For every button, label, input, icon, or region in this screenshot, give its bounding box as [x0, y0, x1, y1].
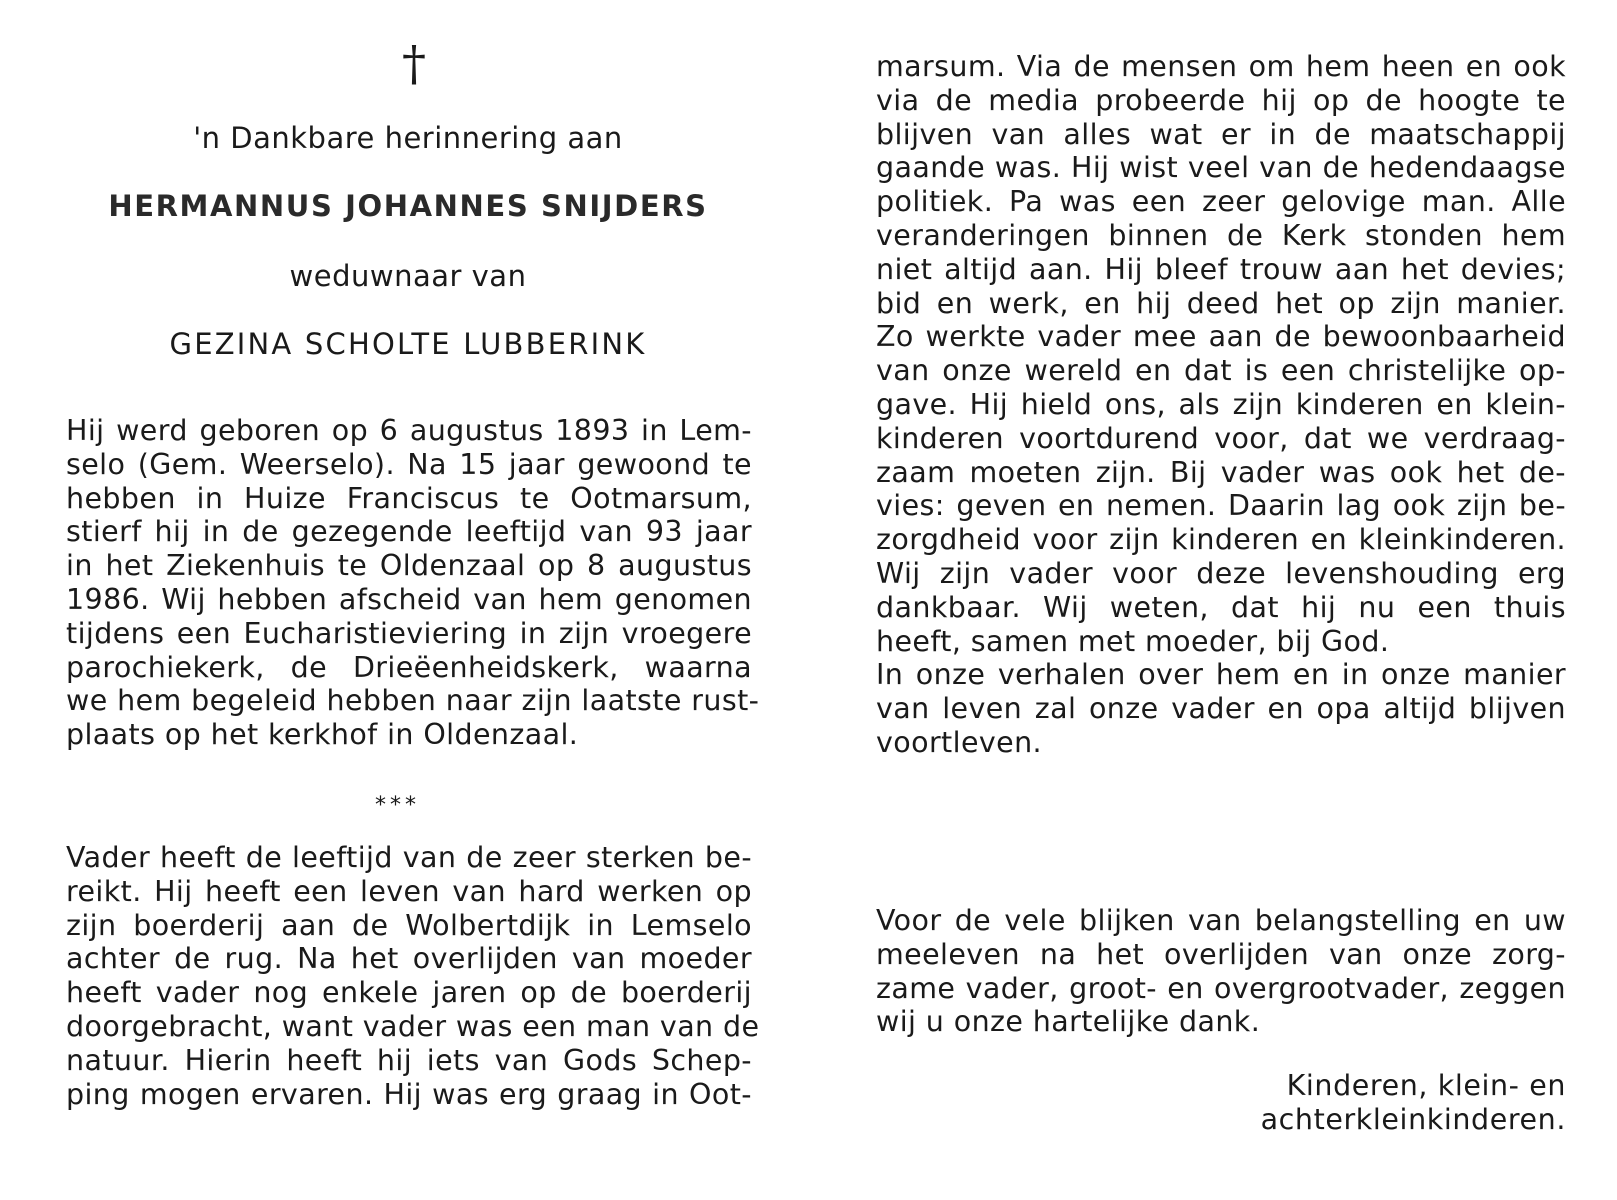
text-line: 1986. Wij hebben afscheid van hem genomen: [66, 582, 752, 616]
text-line: van leven zal onze vader en opa altijd blijven: [876, 692, 1566, 726]
text-line: Vader heeft de leeftijd van de zeer sterken be-: [66, 841, 752, 874]
cross-icon: †: [402, 36, 426, 92]
text-line: ping mogen ervaren. Hij was erg graag in Oot-: [66, 1077, 752, 1111]
text-line: politiek. Pa was een zeer gelovige man. Alle: [876, 185, 1566, 219]
text-line: Zo werkte vader mee aan de bewoonbaarheid: [876, 320, 1566, 354]
text-line: gave. Hij hield ons, als zijn kinderen en klein-: [876, 387, 1566, 421]
text-line: achter de rug. Na het overlijden van moeder: [66, 942, 752, 976]
signature-line: achterkleinkinderen.: [1260, 1103, 1566, 1136]
text-line: meeleven na het overlijden van onze zorg-: [876, 937, 1566, 971]
text-line: van onze wereld en dat is een christelijke op-: [876, 354, 1566, 388]
text-line: dankbaar. Wij weten, dat hij nu een thuis: [876, 590, 1566, 624]
text-line: heeft, samen met moeder, bij God.: [876, 624, 1390, 658]
text-line: doorgebracht, want vader was een man van de: [66, 1009, 760, 1043]
spouse-name: GEZINA SCHOLTE LUBBERINK: [169, 327, 647, 361]
text-line: natuur. Hierin heeft hij iets van Gods Schep-: [66, 1043, 752, 1077]
thanks-paragraph: [876, 904, 1566, 1039]
text-line: Hij werd geboren op 6 augustus 1893 in Lem-: [66, 414, 752, 447]
text-line: heeft vader nog enkele jaren op de boerderij: [66, 976, 752, 1010]
text-line: marsum. Via de mensen om hem heen en ook: [876, 50, 1566, 83]
relation-text: weduwnaar van: [289, 259, 527, 293]
text-line: selo (Gem. Weerselo). Na 15 jaar gewoond te: [66, 447, 752, 481]
signature-line: Kinderen, klein- en: [1286, 1069, 1566, 1102]
text-line: In onze verhalen over hem en in onze manier: [876, 658, 1566, 692]
text-line: zaam moeten zijn. Bij vader was ook het de-: [876, 455, 1566, 489]
text-line: via de media probeerde hij op de hoogte te: [876, 83, 1566, 117]
text-line: zijn boerderij aan de Wolbertdijk in Lemselo: [66, 908, 752, 942]
text-line: vies: geven en nemen. Daarin lag ook zijn be-: [876, 489, 1566, 523]
deceased-name: HERMANNUS JOHANNES SNIJDERS: [108, 189, 708, 223]
text-line: plaats op het kerkhof in Oldenzaal.: [66, 718, 579, 752]
text-line: kinderen voortdurend voor, dat we verdraag-: [876, 421, 1566, 455]
biography-paragraph: [66, 414, 760, 752]
text-line: bid en werk, en hij deed het op zijn manier.: [876, 286, 1566, 320]
text-line: niet altijd aan. Hij bleef trouw aan het devies;: [876, 252, 1566, 286]
text-line: Wij zijn vader voor deze levenshouding erg: [876, 556, 1566, 590]
signature-block: [1261, 1069, 1566, 1137]
text-line: wij u onze hartelijke dank.: [876, 1005, 1261, 1039]
life-paragraph: [66, 841, 760, 1111]
text-line: blijven van alles wat er in de maatschappij: [876, 117, 1566, 151]
section-separator: ***: [375, 793, 420, 818]
text-line: stierf hij in de gezegende leeftijd van 93 jaar: [66, 515, 752, 549]
text-line: tijdens een Eucharistieviering in zijn vroegere: [66, 616, 752, 650]
text-line: zame vader, groot- en overgrootvader, zeggen: [876, 971, 1566, 1005]
text-line: hebben in Huize Franciscus te Ootmarsum,: [66, 481, 752, 515]
text-line: we hem begeleid hebben naar zijn laatste rust-: [66, 684, 760, 718]
remembrance-paragraph: [876, 50, 1566, 760]
text-line: veranderingen binnen de Kerk stonden hem: [876, 218, 1566, 252]
text-line: in het Ziekenhuis te Oldenzaal op 8 augustus: [66, 549, 752, 583]
text-line: Voor de vele blijken van belangstelling en uw: [876, 904, 1566, 937]
text-line: voortleven.: [876, 725, 1043, 759]
text-line: reikt. Hij heeft een leven van hard werken op: [66, 874, 752, 908]
text-line: parochiekerk, de Drieëenheidskerk, waarna: [66, 650, 752, 684]
intro-heading: 'n Dankbare herinnering aan: [193, 121, 623, 155]
text-line: gaande was. Hij wist veel van de hedendaagse: [876, 151, 1566, 185]
text-line: zorgdheid voor zijn kinderen en kleinkinderen.: [876, 523, 1566, 557]
